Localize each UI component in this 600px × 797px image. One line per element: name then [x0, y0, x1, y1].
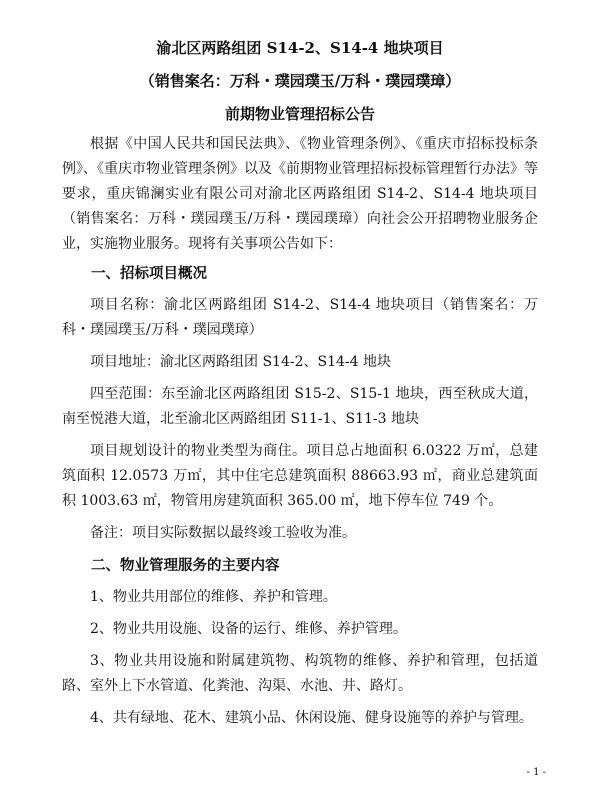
document-title-sales-name: （销售案名：万科・璞园璞玉/万科・璞园璞璋） — [139, 72, 461, 90]
page-number: - 1 - — [526, 767, 546, 778]
project-address-paragraph: 项目地址：渝北区两路组团 S14-2、S14-4 地块 — [90, 354, 391, 370]
project-remark-paragraph: 备注：项目实际数据以最终竣工验收为准。 — [90, 525, 356, 541]
project-boundary-paragraph: 四至范围：东至渝北区两路组团 S15-2、S15-1 地块，西至秋成大道，南至悦港大道，北至渝北区两路组团 S11-1、S11-3 地块 — [62, 386, 538, 427]
project-area-paragraph: 项目规划设计的物业类型为商住。项目总占地面积 6.0322 万㎡，总建筑面积 12.0573 万㎡，其中住宅总建筑面积 88663.93 ㎡，商业总建筑面积 1003.63 ㎡，物管用房建筑面积 365.00 ㎡，地下停车位 749 个。 — [62, 443, 538, 509]
service-item: 4、共有绿地、花木、建筑小品、休闲设施、健身设施等的养护与管理。 — [90, 710, 533, 726]
section-heading-project-overview: 一、招标项目概况 — [91, 265, 207, 282]
document-title-notice: 前期物业管理招标公告 — [224, 105, 375, 123]
intro-paragraph: 根据《中国人民共和国民法典》、《物业管理条例》、《重庆市招标投标条例》、《重庆市物业管理条例》以及《前期物业管理招标投标管理暂行办法》等要求，重庆锦澜实业有限公司对渝北区两路组团 S14-2、S14-4 地块项目（销售案名：万科・璞园璞玉/万科・璞园璞璋）向社会公开招聘物业服务企业，实施物业服务。现将有关事项公告如下： — [62, 136, 538, 252]
service-item: 2、物业共用设施、设备的运行、维修、养护管理。 — [90, 621, 407, 637]
service-item: 3、物业共用设施和附属建筑物、构筑物的维修、养护和管理，包括道路、室外上下水管道、化粪池、沟渠、水池、井、路灯。 — [62, 653, 538, 694]
section-heading-service-content: 二、物业管理服务的主要内容 — [91, 557, 280, 574]
service-item: 1、物业共用部位的维修、养护和管理。 — [90, 589, 337, 605]
document-title-project: 渝北区两路组团 S14-2、S14-4 地块项目 — [156, 39, 444, 57]
project-name-paragraph: 项目名称：渝北区两路组团 S14-2、S14-4 地块项目（销售案名：万科・璞园璞玉/万科・璞园璞璋） — [62, 297, 538, 338]
